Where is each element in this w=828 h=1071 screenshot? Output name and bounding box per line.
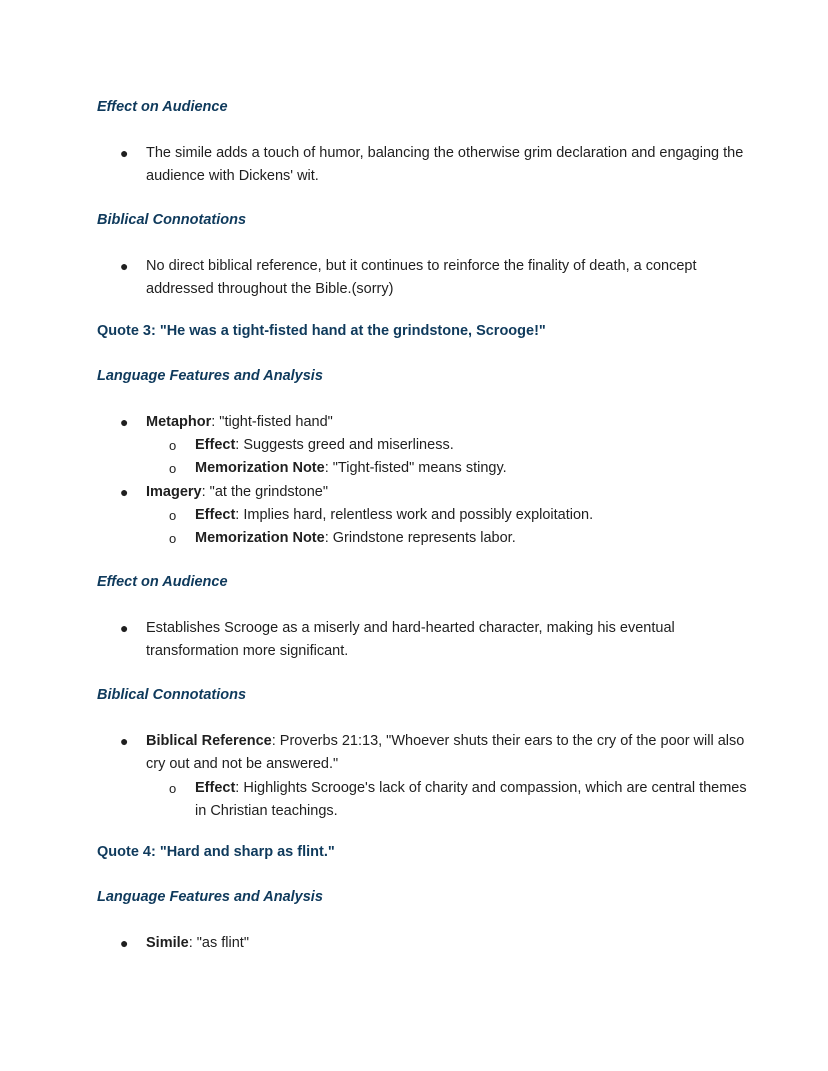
- sub-list-item: [169, 527, 755, 550]
- biblical-reference-text: : Proverbs 21:13, "Whoever shuts their ears to the cry of the poor will also cry out and not be answered.": [146, 733, 745, 772]
- sub-bullet-icon: o: [169, 508, 177, 523]
- list-item: [120, 255, 746, 301]
- biblical-connotations-heading: Biblical Connotations: [97, 212, 247, 228]
- sub-bullet-icon: o: [169, 461, 177, 476]
- list-item: [120, 730, 746, 776]
- memorization-note-label: Memorization Note: [195, 530, 325, 546]
- bullet-icon: ●: [120, 935, 129, 951]
- effect-label: Effect: [195, 507, 236, 523]
- simile-label: Simile: [146, 935, 189, 951]
- effect-label: Effect: [195, 437, 236, 453]
- sub-bullet-icon: o: [169, 531, 177, 546]
- memorization-note-label: Memorization Note: [195, 460, 325, 476]
- biblical-reference-label: Biblical Reference: [146, 733, 272, 749]
- sub-bullet-icon: o: [169, 781, 177, 796]
- biblical-connotations-heading: Biblical Connotations: [97, 687, 247, 703]
- language-features-heading: Language Features and Analysis: [97, 889, 323, 905]
- effect-text: : Implies hard, relentless work and possibly exploitation.: [235, 507, 594, 523]
- list-item: [120, 617, 746, 663]
- quote-3-heading: Quote 3: "He was a tight-fisted hand at the grindstone, Scrooge!": [97, 323, 546, 339]
- metaphor-label: Metaphor: [146, 414, 212, 430]
- bullet-icon: ●: [120, 484, 129, 500]
- bullet-icon: ●: [120, 258, 129, 274]
- bullet-icon: ●: [120, 620, 129, 636]
- sub-list-item: [169, 434, 755, 457]
- sub-list-item: [169, 504, 755, 527]
- list-item: [120, 481, 746, 504]
- effect-on-audience-heading: Effect on Audience: [97, 574, 228, 590]
- imagery-text: : "at the grindstone": [201, 484, 328, 500]
- effect-text: : Suggests greed and miserliness.: [235, 437, 454, 453]
- simile-text: : "as flint": [188, 935, 249, 951]
- bullet-text: The simile adds a touch of humor, balancing the otherwise grim declaration and engaging the audience with Dickens' wit.: [146, 145, 744, 184]
- bullet-icon: ●: [120, 733, 129, 749]
- list-item: [120, 411, 746, 434]
- list-item: [120, 932, 746, 955]
- effect-text: : Highlights Scrooge's lack of charity and compassion, which are central themes in Christian teachings.: [195, 780, 747, 819]
- sub-bullet-icon: o: [169, 438, 177, 453]
- metaphor-text: : "tight-fisted hand": [211, 414, 333, 430]
- sub-list-item: [169, 777, 755, 823]
- effect-on-audience-heading: Effect on Audience: [97, 99, 228, 115]
- bullet-icon: ●: [120, 145, 129, 161]
- memorization-note-text: : "Tight-fisted" means stingy.: [324, 460, 507, 476]
- language-features-heading: Language Features and Analysis: [97, 368, 323, 384]
- bullet-text: Establishes Scrooge as a miserly and hard-hearted character, making his eventual transformation more significant.: [146, 620, 675, 659]
- memorization-note-text: : Grindstone represents labor.: [324, 530, 516, 546]
- sub-list-item: [169, 457, 755, 480]
- list-item: [120, 142, 746, 188]
- quote-4-heading: Quote 4: "Hard and sharp as flint.": [97, 844, 335, 860]
- imagery-label: Imagery: [146, 484, 202, 500]
- effect-label: Effect: [195, 780, 236, 796]
- bullet-text: No direct biblical reference, but it continues to reinforce the finality of death, a concept addressed throughout the Bible.(sorry): [146, 258, 697, 297]
- bullet-icon: ●: [120, 414, 129, 430]
